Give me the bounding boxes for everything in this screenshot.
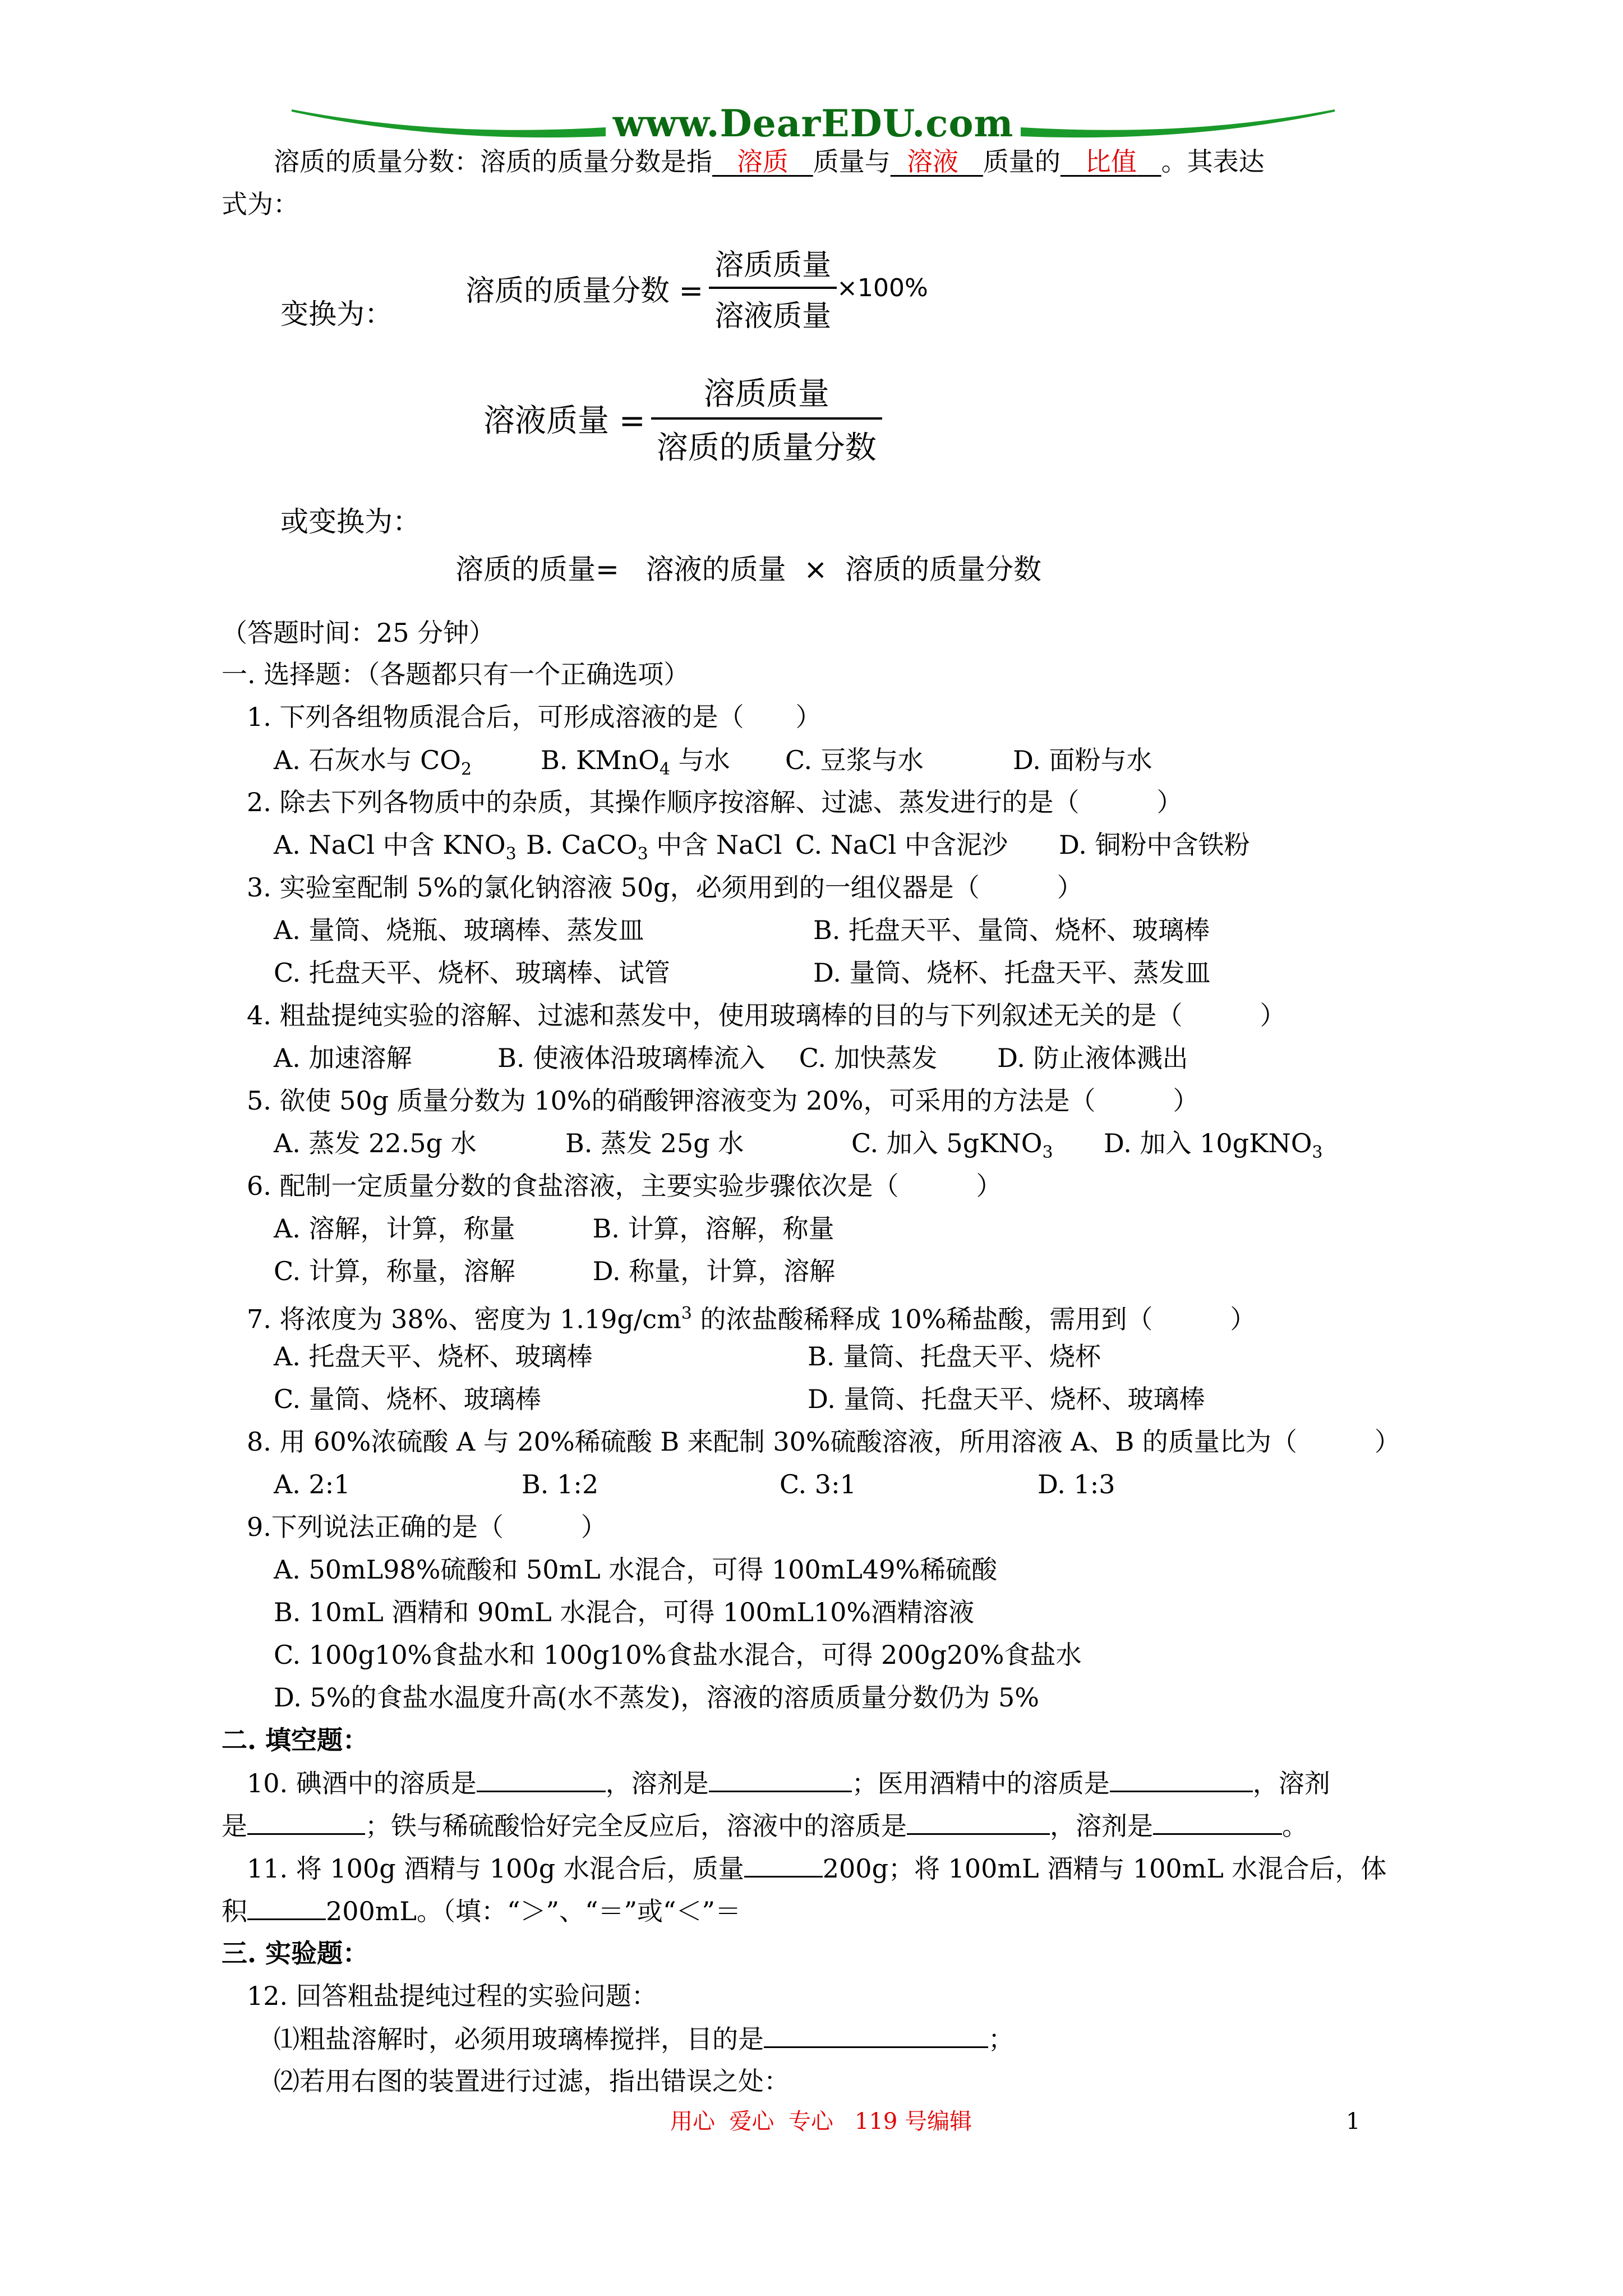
question-11-line-1: 11. 将 100g 酒精与 100g 水混合后，质量 200g；将 100mL 酒精与 100mL 水混合后，体 — [247, 1851, 1386, 1885]
question-4-options: A. 加速溶解 B. 使液体沿玻璃棒流入 C. 加快蒸发 D. 防止液体溅出 — [274, 1043, 1188, 1073]
q1-option-d: D. 面粉与水 — [1013, 745, 1152, 775]
q6-options-cd: C. 计算，称量，溶解 D. 称量，计算，溶解 — [274, 1256, 836, 1286]
site-logo-text: www.DearEDU.com — [612, 102, 1014, 145]
formula1-suffix: ×100% — [837, 273, 928, 302]
q5-option-d: D. 加入 10gKNO$_3$ — [1104, 1128, 1323, 1163]
formula1-denominator: 溶液质量 — [709, 287, 837, 334]
q2-option-a: A. NaCl 中含 $KNO_3$ — [274, 830, 517, 864]
formula2-fraction — [651, 369, 882, 468]
page-number: 1 — [1346, 2109, 1361, 2134]
blank-volume-compare[interactable] — [247, 1894, 326, 1920]
question-2: 2. 除去下列各物质中的杂质，其操作顺序按溶解、过滤、蒸发进行的是（ ） — [247, 787, 1183, 817]
q3-option-b: B. 托盘天平、量筒、烧杯、玻璃棒 — [813, 915, 1210, 945]
q3-option-a: A. 量筒、烧瓶、玻璃棒、蒸发皿 — [274, 915, 644, 945]
question-12: 12. 回答粗盐提纯过程的实验问题： — [247, 1981, 657, 2011]
blank-iron-solvent[interactable] — [1153, 1809, 1282, 1835]
section3-title: 三. 实验题： — [222, 1938, 369, 1968]
answer-ratio: 比值 — [1085, 146, 1137, 177]
q9-option-b: B. 10mL 酒精和 90mL 水混合，可得 100mL10%酒精溶液 — [274, 1597, 975, 1627]
section1-title: 一. 选择题：（各题都只有一个正确选项） — [222, 659, 690, 689]
q7-option-c: C. 量筒、烧杯、玻璃棒 — [274, 1384, 541, 1414]
footer-slogan: 用心 爱心 专心 119 号编辑 — [670, 2109, 972, 2134]
question-11-line-2: 积 200mL。（填：“＞”、“＝”或“＜”＝ — [222, 1894, 741, 1928]
formula2-denominator: 溶质的质量分数 — [651, 417, 882, 468]
question-9: 9.下列说法正确的是（ ） — [247, 1512, 607, 1542]
answer-solute: 溶质 — [736, 146, 789, 177]
q3-option-d: D. 量筒、烧杯、托盘天平、蒸发皿 — [813, 958, 1211, 988]
blank-alcohol-solute[interactable] — [1110, 1766, 1253, 1792]
formula-solute-mass: 溶质的质量= 溶液的质量 × 溶质的质量分数 — [455, 553, 1042, 586]
or-transform-label: 或变换为： — [280, 505, 421, 538]
question-3: 3. 实验室配制 5%的氯化钠溶液 50g，必须用到的一组仪器是（ ） — [247, 872, 1083, 903]
q1-option-a: A. 石灰水与 $CO_2$ — [274, 745, 472, 780]
question-10-line-2: 是 ；铁与稀硫酸恰好完全反应后，溶液中的溶质是 ，溶剂是 。 — [222, 1809, 1308, 1843]
q2-option-d: D. 铜粉中含铁粉 — [1059, 830, 1250, 860]
q8-option-c: C. 3:1 — [780, 1469, 856, 1499]
blank-mass-compare[interactable] — [744, 1851, 823, 1878]
answer-solution: 溶液 — [907, 146, 958, 177]
section2-title: 二. 填空题： — [222, 1725, 369, 1755]
intro-text: 质量的 — [983, 146, 1061, 177]
blank-stir-purpose[interactable] — [764, 2022, 988, 2048]
formula1-numerator: 溶质质量 — [714, 249, 832, 282]
blank-iron-solute[interactable] — [907, 1809, 1050, 1835]
q8-option-d: D. 1:3 — [1038, 1469, 1115, 1499]
q6-options-ab: A. 溶解，计算，称量 B. 计算，溶解，称量 — [274, 1213, 834, 1244]
formula1-lhs: 溶质的质量分数 = — [465, 274, 704, 308]
question-6: 6. 配制一定质量分数的食盐溶液，主要实验步骤依次是（ ） — [247, 1171, 1002, 1201]
question-7: 7. 将浓度为 38%、密度为 $1.19g/cm^3$ 的浓盐酸稀释成 10%稀盐酸，需用到（ ） — [247, 1304, 1256, 1335]
intro-text: 质量与 — [813, 146, 891, 177]
formula2-numerator: 溶质质量 — [703, 376, 829, 412]
intro-line-1 — [274, 145, 1265, 178]
q8-option-b: B. 1:2 — [522, 1469, 599, 1499]
intro-line-2: 式为： — [222, 189, 299, 219]
blank-alcohol-solvent[interactable] — [247, 1809, 365, 1835]
question-5: 5. 欲使 50g 质量分数为 10%的硝酸钾溶液变为 20%，可采用的方法是（ ） — [247, 1085, 1199, 1116]
formula2-lhs: 溶液质量 = — [483, 403, 645, 439]
q1-option-b: B. KMnO$_4$ 与水 — [541, 745, 730, 780]
formula-solution-mass — [483, 369, 882, 468]
q7-option-a: A. 托盘天平、烧杯、玻璃棒 — [274, 1341, 593, 1372]
blank-iodine-solute[interactable] — [477, 1766, 606, 1792]
question-10-line-1: 10. 碘酒中的溶质是 ，溶剂是 ；医用酒精中的溶质是 ，溶剂 — [247, 1766, 1330, 1800]
q9-option-a: A. 50mL98%硫酸和 50mL 水混合，可得 100mL49%稀硫酸 — [274, 1554, 998, 1585]
intro-text: 。其表达 — [1161, 146, 1265, 177]
formula-mass-fraction — [465, 241, 928, 334]
question-12-part-2: ⑵若用右图的装置进行过滤，指出错误之处： — [274, 2066, 790, 2096]
q1-option-c: C. 豆浆与水 — [785, 745, 924, 775]
underline-blank-1 — [712, 146, 813, 177]
q5-option-c: C. 加入 5gKNO$_3$ — [851, 1128, 1053, 1163]
formula1-fraction — [709, 241, 837, 334]
underline-blank-2 — [891, 146, 983, 177]
q7-option-d: D. 量筒、托盘天平、烧杯、玻璃棒 — [808, 1384, 1205, 1414]
q9-option-c: C. 100g10%食盐水和 100g10%食盐水混合，可得 200g20%食盐水 — [274, 1640, 1082, 1670]
q2-option-b: B. CaCO$_3$ 中含 NaCl — [526, 830, 782, 864]
blank-iodine-solvent[interactable] — [709, 1766, 852, 1792]
underline-blank-3 — [1061, 146, 1161, 177]
q8-option-a: A. 2:1 — [274, 1469, 351, 1499]
time-note: （答题时间：25 分钟） — [222, 618, 495, 648]
question-12-part-1: ⑴粗盐溶解时，必须用玻璃棒搅拌，目的是 ； — [274, 2022, 1014, 2056]
question-4: 4. 粗盐提纯实验的溶解、过滤和蒸发中，使用玻璃棒的目的与下列叙述无关的是（ ） — [247, 1000, 1286, 1030]
q2-option-c: C. NaCl 中含泥沙 — [795, 830, 1008, 860]
transform-label: 变换为： — [280, 298, 393, 330]
q5-option-b: B. 蒸发 25g 水 — [565, 1128, 744, 1158]
q9-option-d: D. 5%的食盐水温度升高(水不蒸发)，溶液的溶质质量分数仍为 5% — [274, 1682, 1039, 1713]
intro-text: 溶质的质量分数：溶质的质量分数是指 — [274, 146, 712, 177]
question-1: 1. 下列各组物质混合后，可形成溶液的是（ ） — [247, 702, 822, 732]
question-8: 8. 用 60%浓硫酸 A 与 20%稀硫酸 B 来配制 30%硫酸溶液，所用溶液 A、B 的质量比为（ ） — [247, 1427, 1400, 1457]
q3-option-c: C. 托盘天平、烧杯、玻璃棒、试管 — [274, 958, 670, 988]
q5-option-a: A. 蒸发 22.5g 水 — [274, 1128, 477, 1158]
q7-option-b: B. 量筒、托盘天平、烧杯 — [808, 1341, 1101, 1372]
